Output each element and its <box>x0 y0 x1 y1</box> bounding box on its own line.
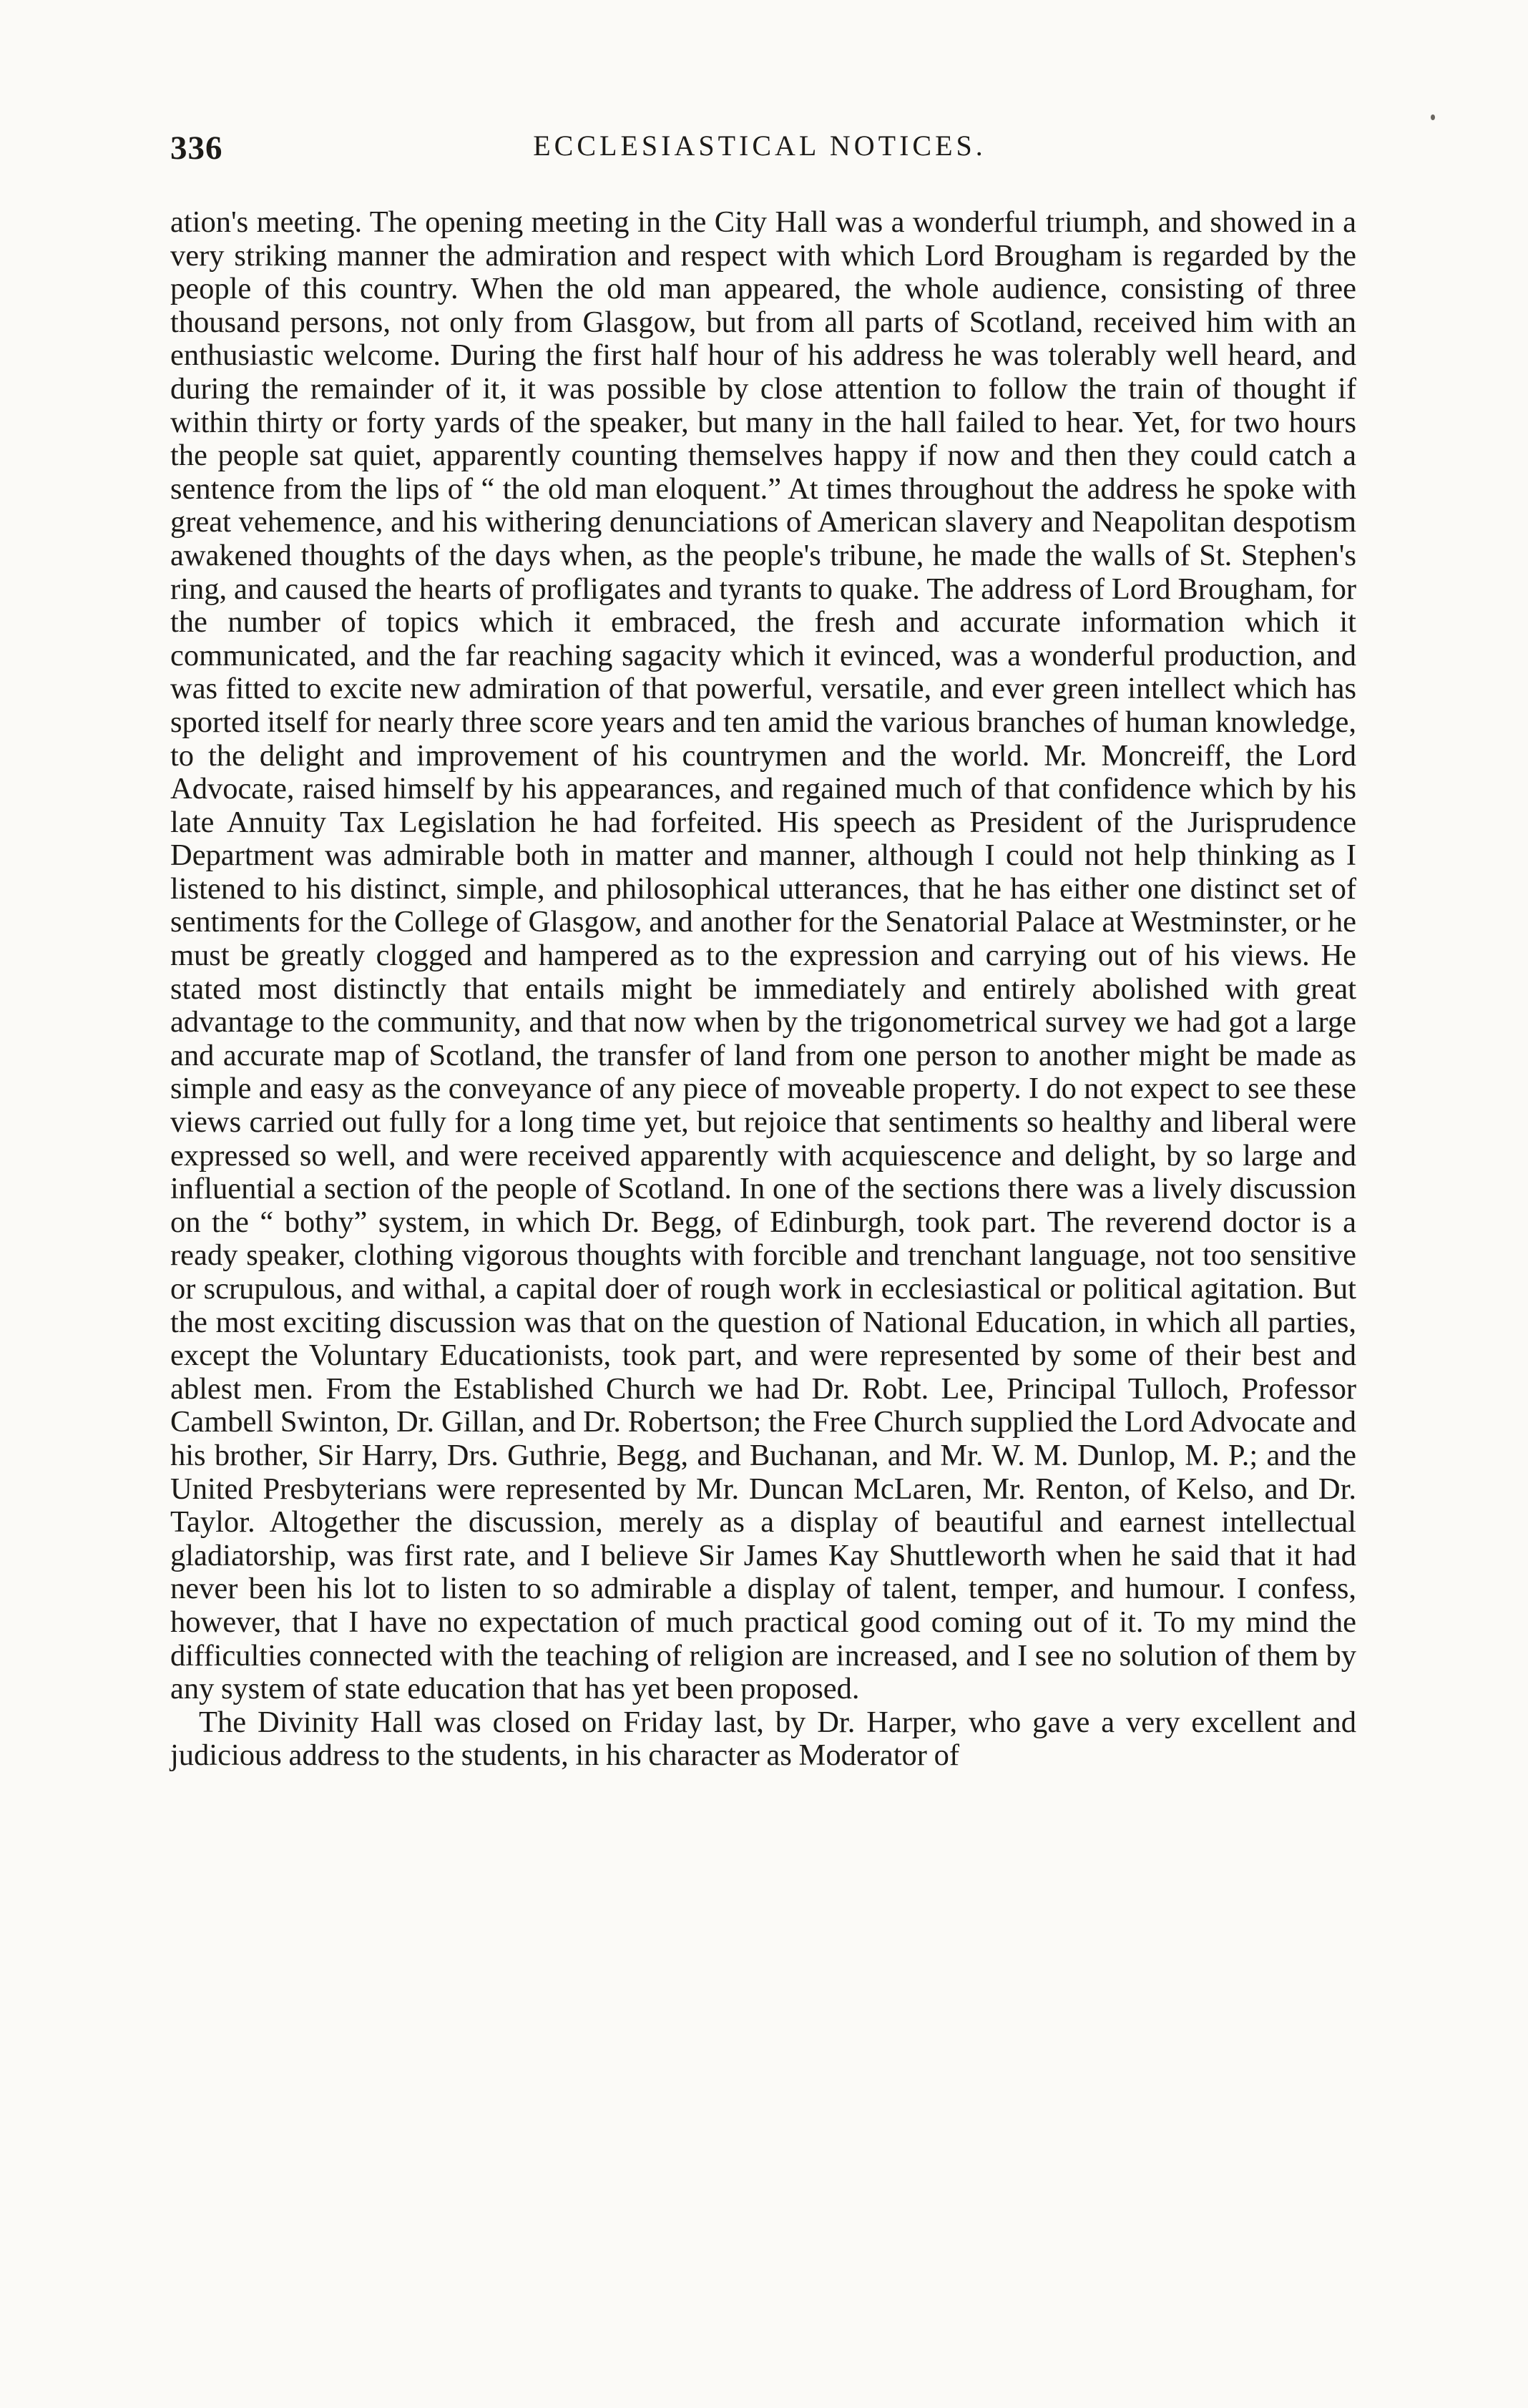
stray-ink-mark <box>1431 114 1435 120</box>
running-title: ECCLESIASTICAL NOTICES. <box>533 129 986 162</box>
page-header <box>170 107 1349 172</box>
paragraph-divinity-hall: The Divinity Hall was closed on Friday last, by Dr. Harper, who gave a very excellent and judicious address to the students, in his character as Moderator of <box>170 1705 1356 1773</box>
page-number: 336 <box>170 129 223 167</box>
article-body <box>170 206 1356 1773</box>
paragraph-continued: ation's meeting. The opening meeting in the City Hall was a wonderful triumph, and showed in a very striking manner the admiration and respect with which Lord Brougham is regarded by the people of this country. When the old man appeared, the whole audience, consisting of three thousand persons, not only from Glasgow, but from all parts of Scotland, received him with an enthusiastic welcome. During the first half hour of his address he was tolerably well heard, and during the remainder of it, it was possible by close attention to follow the train of thought if within thirty or forty yards of the speaker, but many in the hall failed to hear. Yet, for two hours the people sat quiet, apparently counting themselves happy if now and then they could catch a sentence from the lips of “ the old man eloquent.” At times throughout the address he spoke with great vehemence, and his withering denunciations of American slavery and Neapolitan despotism awakened thoughts of the days when, as the people's tribune, he made the walls of St. Stephen's ring, and caused the hearts of profligates and tyrants to quake. The address of Lord Brougham, for the number of topics which it embraced, the fresh and accurate information which it communicated, and the far reaching sagacity which it evinced, was a wonderful production, and was fitted to excite new admiration of that powerful, versatile, and ever green intellect which has sported itself for nearly three score years and ten amid the various branches of human knowledge, to the delight and improvement of his countrymen and the world. Mr. Moncreiff, the Lord Advocate, raised himself by his appearances, and regained much of that confidence which by his late Annuity Tax Legislation he had forfeited. His speech as President of the Jurisprudence Department was admirable both in matter and manner, although I could not help thinking as I listened to his distinct, simple, and philosophical utterances, that he has either one distinct set of sentiments for the College of Glasgow, and another for the Senatorial Palace at Westminster, or he must be greatly clogged and hampered as to the expression and carrying out of his views. He stated most distinctly that entails might be immediately and entirely abolished with great advantage to the community, and that now when by the trigonometrical survey we had got a large and accurate map of Scotland, the transfer of land from one person to another might be made as simple and easy as the conveyance of any piece of moveable property. I do not expect to see these views carried out fully for a long time yet, but rejoice that sentiments so healthy and liberal were expressed so well, and were received apparently with acquiescence and delight, by so large and influential a section of the people of Scotland. In one of the sections there was a lively discussion on the “ bothy” system, in which Dr. Begg, of Edinburgh, took part. The reverend doctor is a ready speaker, clothing vigorous thoughts with forcible and trenchant language, not too sensitive or scrupulous, and withal, a capital doer of rough work in ecclesiastical or political agitation. But the most exciting discussion was that on the question of National Education, in which all parties, except the Voluntary Educationists, took part, and were represented by some of their best and ablest men. From the Established Church we had Dr. Robt. Lee, Principal Tulloch, Professor Cambell Swinton, Dr. Gillan, and Dr. Robertson; the Free Church supplied the Lord Advocate and his brother, Sir Harry, Drs. Guthrie, Begg, and Buchanan, and Mr. W. M. Dunlop, M. P.; and the United Presbyterians were represented by Mr. Duncan McLaren, Mr. Renton, of Kelso, and Dr. Taylor. Altogether the discussion, merely as a display of beautiful and earnest intellectual gladiatorship, was first rate, and I believe Sir James Kay Shuttleworth when he said that it had never been his lot to listen to so admirable a display of talent, temper, and humour. I confess, however, that I have no expectation of much practical good coming out of it. To my mind the difficulties connected with the teaching of religion are increased, and I see no solution of them by any system of state education that has yet been proposed. <box>170 205 1356 1706</box>
